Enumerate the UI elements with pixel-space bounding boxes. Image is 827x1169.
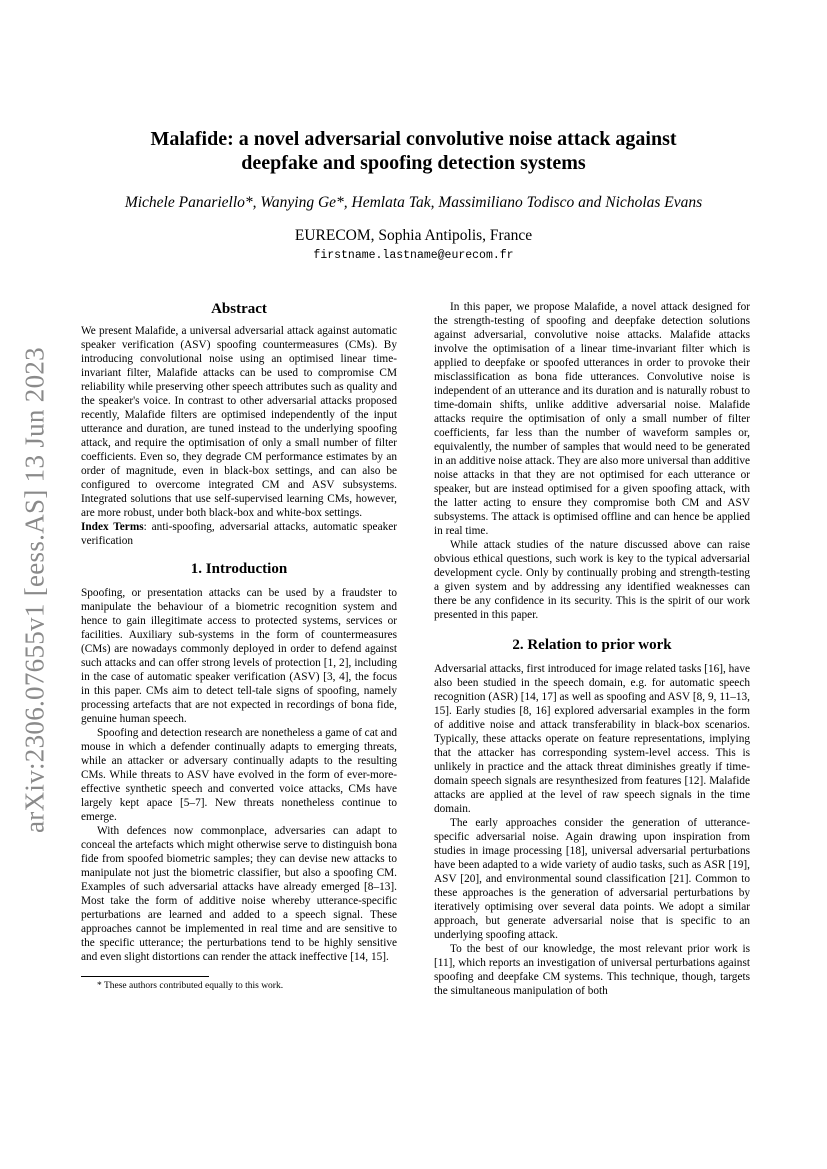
introduction-heading: 1. Introduction (190, 561, 288, 577)
contact-email[interactable]: firstname.lastname@eurecom.fr (313, 249, 514, 262)
abstract-heading: Abstract (211, 301, 267, 317)
prior-work-heading: 2. Relation to prior work (512, 637, 672, 653)
index-terms-label: Index Terms (81, 521, 144, 533)
intro-paragraph-5: While attack studies of the nature discussed above can raise obvious ethical questions, such work is key to the typical adversarial development cycle. Only by continually probing and strength-testing a given system and by addressing any identified weaknesses can there be any confidence in its security. This is the spirit of our work presented in this paper. (434, 539, 750, 621)
intro-paragraph-4: In this paper, we propose Malafide, a novel attack designed for the strength-testing of spoofing and deepfake detection solutions against adversarial, convolutive noise attacks. Malafide attacks involve the optimisation of a linear time-invariant filter which is applied to deepfake or spoofed utterances in order to provoke their misclassification as bona fide utterances. Convolutive noise is independent of an utterance and its duration and is naturally robust to time-domain shifts, unlike additive adversarial noise. Malafide attacks require the optimisation of only a small number of filter coefficients, far less than the number of waveform samples or, equivalently, the number of samples that would need to be generated in an additive noise attack. They are also more universal than additive noise attacks in that they are not optimised for each utterance or speaker, but are instead optimised for a given spoofing attack, with the latter acting to ensure they compromise both CM and ASV subsystems. The attack is optimised offline and can hence be applied in real time. (434, 301, 750, 537)
footnote-equal-contribution: * These authors contributed equally to this work. (97, 981, 284, 991)
intro-paragraph-3: With defences now commonplace, adversaries can adapt to conceal the artefacts which might otherwise serve to distinguish bona fide from spoofed biometric samples; they can devise new attacks to manipulate not just the biometric classifier, but also a spoofing CM. Examples of such adversarial attacks have already emerged [8–13]. Most take the form of additive noise whereby utterance-specific perturbations are learned and added to a speech signal. These approaches cannot be implemented in real time and are sensitive to the specific utterance; the perturbations tend to be highly sensitive and even slight distortions can render the attack ineffective [14, 15]. (81, 825, 397, 963)
author-list: Michele Panariello*, Wanying Ge*, Hemlata Tak, Massimiliano Todisco and Nicholas Evans (124, 194, 703, 211)
arxiv-identifier-text: arXiv:2306.07655v1 [eess.AS] 13 Jun 2023 (19, 347, 50, 833)
title-line-2: deepfake and spoofing detection systems (241, 152, 586, 174)
paper-title (100, 127, 727, 175)
abstract-body: We present Malafide, a universal adversarial attack against automatic speaker verification (ASV) spoofing countermeasures (CMs). By introducing convolutional noise using an optimised linear time-invariant filter, Malafide attacks can be used to compromise CM reliability while preserving other speech attributes such as quality and the speaker's voice. In contrast to other adversarial attacks proposed recently, Malafide filters are optimised independently of the input utterance and duration, are tuned instead to the underlying spoofing attack, and require the optimisation of only a small number of filter coefficients. Even so, they degrade CM performance estimates by an order of magnitude, even in black-box settings, and can also be configured to overcome integrated CM and ASV subsystems. Integrated solutions that use self-supervised learning CMs, however, are more robust, under both black-box and white-box settings. (81, 325, 397, 519)
footnote-divider (81, 976, 209, 977)
right-column (434, 300, 750, 998)
prior-work-paragraph-3: To the best of our knowledge, the most relevant prior work is [11], which reports an investigation of universal perturbations against spoofing and deepfake CM systems. This technique, though, targets the simultaneous manipulation of both (434, 943, 750, 997)
intro-paragraph-1: Spoofing, or presentation attacks can be used by a fraudster to manipulate the behaviour of a biometric recognition system and hence to gain illegitimate access to protected systems, services or facilities. Auxiliary sub-systems in the form of countermeasures (CMs) are nowadays commonly deployed in order to defend against such attacks and can offer strong levels of protection [1, 2], including in the case of automatic speaker verification (ASV) [3, 4], the focus in this paper. CMs aim to detect tell-tale signs of spoofing, namely processing artefacts that are not expected in recordings of bona fide, genuine human speech. (81, 587, 397, 725)
affiliation: EURECOM, Sophia Antipolis, France (294, 227, 533, 244)
index-terms-text: : anti-spoofing, adversarial attacks, automatic speaker verification (81, 521, 398, 547)
title-line-1: Malafide: a novel adversarial convolutive noise attack against (150, 128, 677, 150)
prior-work-paragraph-2: The early approaches consider the generation of utterance-specific adversarial noise. Again drawing upon inspiration from studies in image processing [18], universal adversarial perturbations have been adapted to a wide variety of audio tasks, such as ASR [19], ASV [20], and environmental sound classification [21]. Common to these approaches is the generation of adversarial perturbations by iteratively optimising over several data points. We adopt a similar approach, but generate adversarial noise that is specific to an underlying spoofing attack. (434, 817, 750, 941)
prior-work-paragraph-1: Adversarial attacks, first introduced for image related tasks [16], have also been studied in the speech domain, e.g. for automatic speech recognition (ASR) [14, 17] as well as spoofing and ASV [8, 9, 11–13, 15]. Early studies [8, 16] explored adversarial examples in the form of additive noise and attack transferability in black-box scenarios. Typically, these attacks operate on feature representations, implying that the attacker has corresponding system-level access. This is unlikely in practice and the attack threat diminishes greatly if time-domain speech signals are resynthesized from features [12]. Malafide attacks are applied at the level of raw speech signals in the time domain. (434, 663, 750, 815)
arxiv-identifier-stamp[interactable] (18, 300, 52, 880)
index-terms (81, 520, 397, 548)
left-column (81, 300, 397, 992)
intro-paragraph-2: Spoofing and detection research are nonetheless a game of cat and mouse in which a defender continually adapts to emerging threats, while an attacker or adversary continually adapts to the resulting CMs. While threats to ASV have evolved in the form of ever-more-effective synthetic speech and converted voice attacks, CMs have largely kept apace [5–7]. New threats nonetheless continue to emerge. (81, 727, 397, 823)
